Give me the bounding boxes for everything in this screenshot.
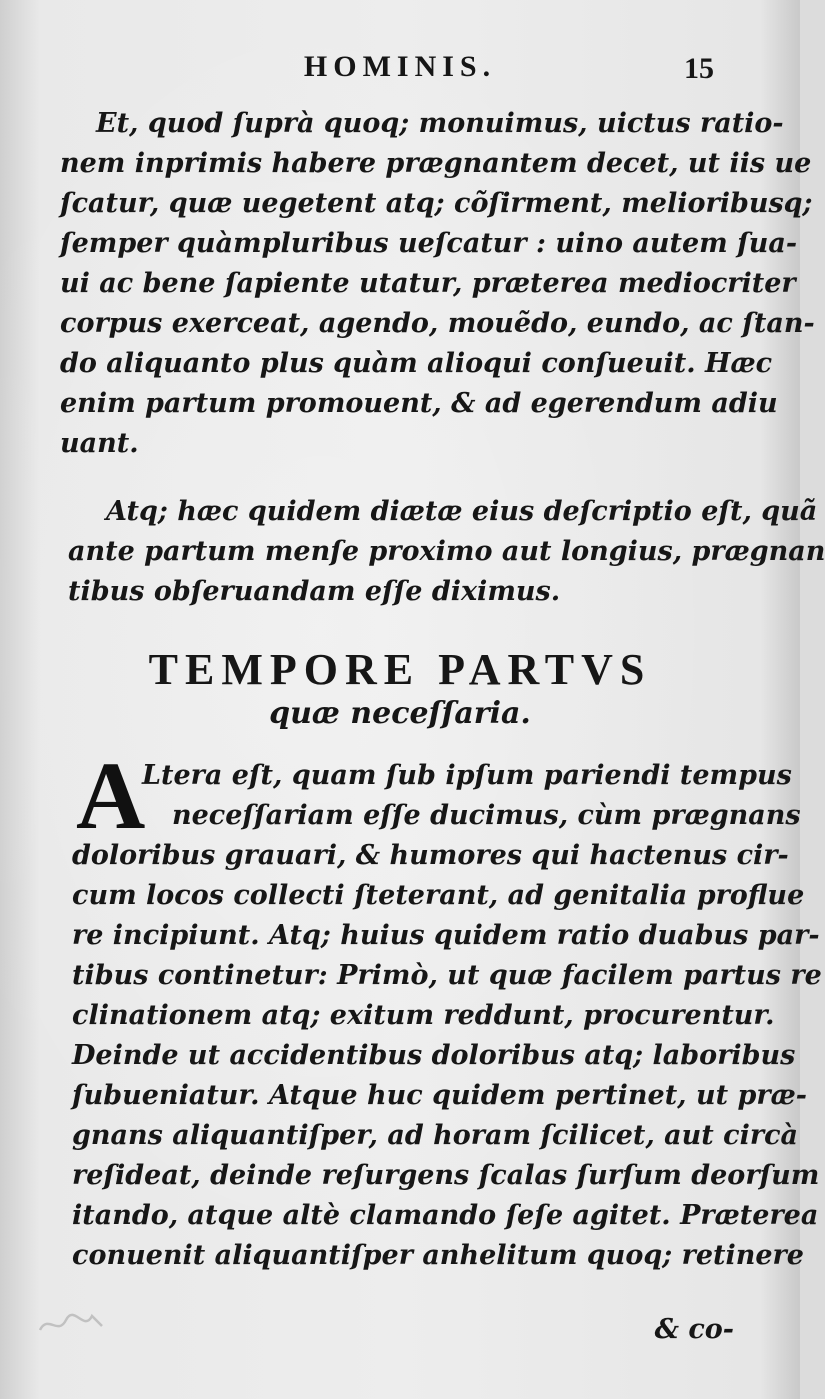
- text-line: ſcatur, quæ uegetent atq; cõſirment, melioribusq;: [60, 188, 813, 219]
- text-line: Atq; hæc quidem diætæ eius deſcriptio eſt, quã: [106, 496, 818, 527]
- text-line: itando, atque altè clamando ſeſe agitet. Præterea: [72, 1200, 819, 1231]
- text-line: ſubueniatur. Atque huc quidem pertinet, ut præ-: [72, 1080, 807, 1111]
- text-line: ui ac bene ſapiente utatur, præterea mediocriter: [60, 268, 796, 299]
- drop-cap: A: [76, 742, 146, 849]
- text-line: Ltera eſt, quam ſub ipſum pariendi tempus: [142, 760, 792, 791]
- text-line: nem inprimis habere prægnantem decet, ut iis ue: [60, 148, 812, 179]
- text-line: corpus exerceat, agendo, mouẽdo, eundo, ac ſtan-: [60, 308, 815, 339]
- library-stamp-mark: [36, 1306, 106, 1340]
- text-line: do aliquanto plus quàm alioqui conſueuit. Hæc: [60, 348, 773, 379]
- running-head: [0, 44, 800, 94]
- text-line: Et, quod ſuprà quoq; monuimus, uictus ratio-: [96, 108, 784, 139]
- text-line: re incipiunt. Atq; huius quidem ratio duabus par-: [72, 920, 820, 951]
- text-line: uant.: [60, 428, 139, 459]
- text-line: tibus continetur: Primò, ut quæ facilem partus re: [72, 960, 822, 991]
- text-line: clinationem atq; exitum reddunt, procurentur.: [72, 1000, 775, 1031]
- text-line: conuenit aliquantiſper anhelitum quoq; retinere: [72, 1240, 804, 1271]
- text-line: neceſſariam eſſe ducimus, cùm prægnans: [172, 800, 801, 831]
- section-subheading: quæ neceſſaria.: [269, 696, 531, 731]
- text-line: cum locos collecti ſteterant, ad genitalia proflue: [72, 880, 805, 911]
- text-line: doloribus grauari, & humores qui hactenus cir-: [72, 840, 789, 871]
- paragraph-2: [60, 492, 825, 612]
- section-heading: TEMPORE PARTVS: [148, 645, 652, 694]
- catchword: & co-: [654, 1314, 734, 1345]
- text-line: ſemper quàmpluribus ueſcatur : uino autem ſua-: [60, 228, 798, 259]
- text-line: ante partum menſe proximo aut longius, prægnan: [68, 536, 825, 567]
- text-line: reſideat, deinde reſurgens ſcalas ſurſum deorſum: [72, 1160, 820, 1191]
- page-number: 15: [684, 52, 714, 85]
- text-line: gnans aliquantiſper, ad horam ſcilicet, aut circà: [72, 1120, 799, 1151]
- text-line: Deinde ut accidentibus doloribus atq; laboribus: [72, 1040, 796, 1071]
- paragraph-3: [72, 756, 822, 1276]
- text-line: enim partum promouent, & ad egerendum adiu: [60, 388, 778, 419]
- text-line: tibus obſeruandam eſſe diximus.: [68, 576, 561, 607]
- paragraph-1: [60, 104, 815, 464]
- running-title: HOMINIS.: [303, 50, 497, 83]
